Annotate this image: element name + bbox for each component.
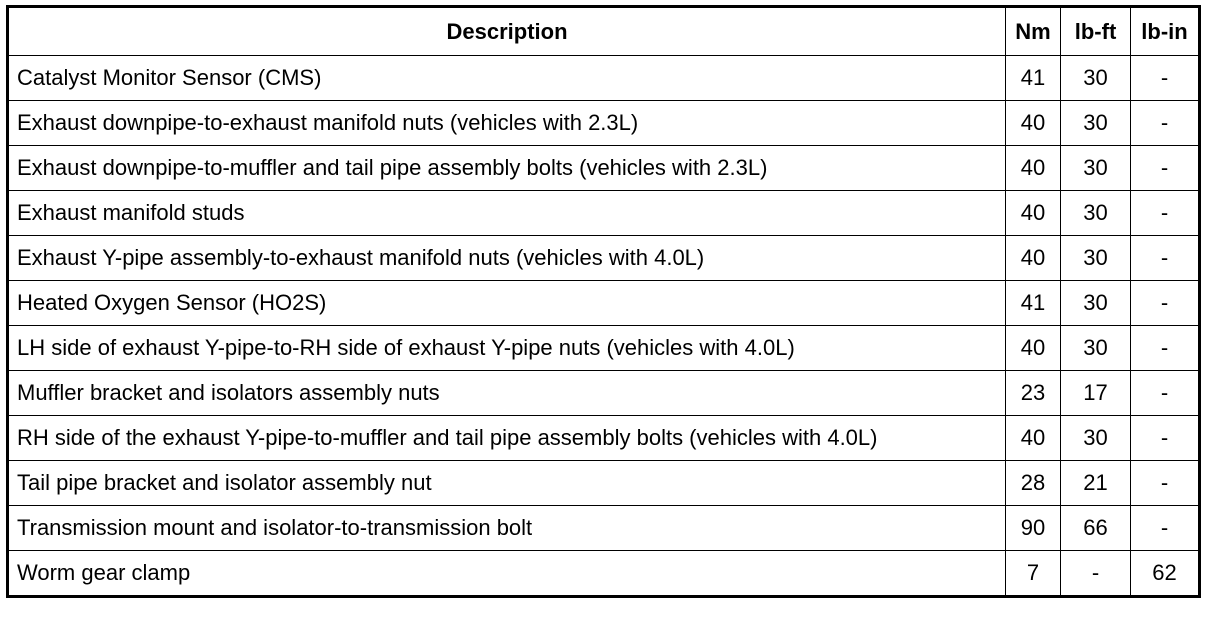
table-row	[8, 191, 1200, 236]
table-row	[8, 371, 1200, 416]
table-row	[8, 101, 1200, 146]
lb-in-cell: -	[1131, 191, 1200, 236]
lb-ft-cell: 21	[1061, 461, 1131, 506]
lb-ft-cell: 30	[1061, 191, 1131, 236]
lb-in-cell: -	[1131, 326, 1200, 371]
lb-in-cell: -	[1131, 56, 1200, 101]
table-row	[8, 56, 1200, 101]
nm-cell: 40	[1006, 146, 1061, 191]
nm-cell: 23	[1006, 371, 1061, 416]
description-cell: Transmission mount and isolator-to-transmission bolt	[8, 506, 1006, 551]
column-header-description: Description	[8, 7, 1006, 56]
lb-in-cell: -	[1131, 101, 1200, 146]
description-cell: Worm gear clamp	[8, 551, 1006, 597]
description-cell: Exhaust Y-pipe assembly-to-exhaust manifold nuts (vehicles with 4.0L)	[8, 236, 1006, 281]
lb-in-cell: -	[1131, 281, 1200, 326]
lb-ft-cell: 30	[1061, 101, 1131, 146]
table-row	[8, 461, 1200, 506]
lb-ft-cell: 30	[1061, 416, 1131, 461]
column-header-lb-in: lb-in	[1131, 7, 1200, 56]
lb-in-cell: -	[1131, 461, 1200, 506]
lb-ft-cell: 30	[1061, 236, 1131, 281]
nm-cell: 40	[1006, 101, 1061, 146]
nm-cell: 40	[1006, 416, 1061, 461]
lb-in-cell: -	[1131, 371, 1200, 416]
description-cell: Exhaust downpipe-to-exhaust manifold nuts (vehicles with 2.3L)	[8, 101, 1006, 146]
lb-in-cell: -	[1131, 506, 1200, 551]
table-body	[8, 56, 1200, 597]
lb-ft-cell: 30	[1061, 56, 1131, 101]
lb-in-cell: -	[1131, 236, 1200, 281]
lb-ft-cell: 30	[1061, 146, 1131, 191]
description-cell: Tail pipe bracket and isolator assembly nut	[8, 461, 1006, 506]
description-cell: RH side of the exhaust Y-pipe-to-muffler and tail pipe assembly bolts (vehicles with 4.0L)	[8, 416, 1006, 461]
table-row	[8, 551, 1200, 597]
nm-cell: 40	[1006, 236, 1061, 281]
nm-cell: 90	[1006, 506, 1061, 551]
lb-ft-cell: 30	[1061, 326, 1131, 371]
description-cell: Muffler bracket and isolators assembly nuts	[8, 371, 1006, 416]
lb-ft-cell: 30	[1061, 281, 1131, 326]
nm-cell: 41	[1006, 281, 1061, 326]
nm-cell: 40	[1006, 191, 1061, 236]
table-row	[8, 416, 1200, 461]
lb-ft-cell: 66	[1061, 506, 1131, 551]
lb-ft-cell: -	[1061, 551, 1131, 597]
nm-cell: 7	[1006, 551, 1061, 597]
table-header-row	[8, 7, 1200, 56]
lb-in-cell: -	[1131, 146, 1200, 191]
nm-cell: 28	[1006, 461, 1061, 506]
description-cell: Exhaust downpipe-to-muffler and tail pipe assembly bolts (vehicles with 2.3L)	[8, 146, 1006, 191]
lb-ft-cell: 17	[1061, 371, 1131, 416]
nm-cell: 41	[1006, 56, 1061, 101]
column-header-lb-ft: lb-ft	[1061, 7, 1131, 56]
table-row	[8, 326, 1200, 371]
nm-cell: 40	[1006, 326, 1061, 371]
lb-in-cell: -	[1131, 416, 1200, 461]
torque-specifications-table	[6, 5, 1201, 598]
description-cell: Exhaust manifold studs	[8, 191, 1006, 236]
table-row	[8, 506, 1200, 551]
description-cell: Heated Oxygen Sensor (HO2S)	[8, 281, 1006, 326]
table-row	[8, 236, 1200, 281]
description-cell: LH side of exhaust Y-pipe-to-RH side of exhaust Y-pipe nuts (vehicles with 4.0L)	[8, 326, 1006, 371]
column-header-nm: Nm	[1006, 7, 1061, 56]
table-row	[8, 146, 1200, 191]
lb-in-cell: 62	[1131, 551, 1200, 597]
description-cell: Catalyst Monitor Sensor (CMS)	[8, 56, 1006, 101]
table-row	[8, 281, 1200, 326]
